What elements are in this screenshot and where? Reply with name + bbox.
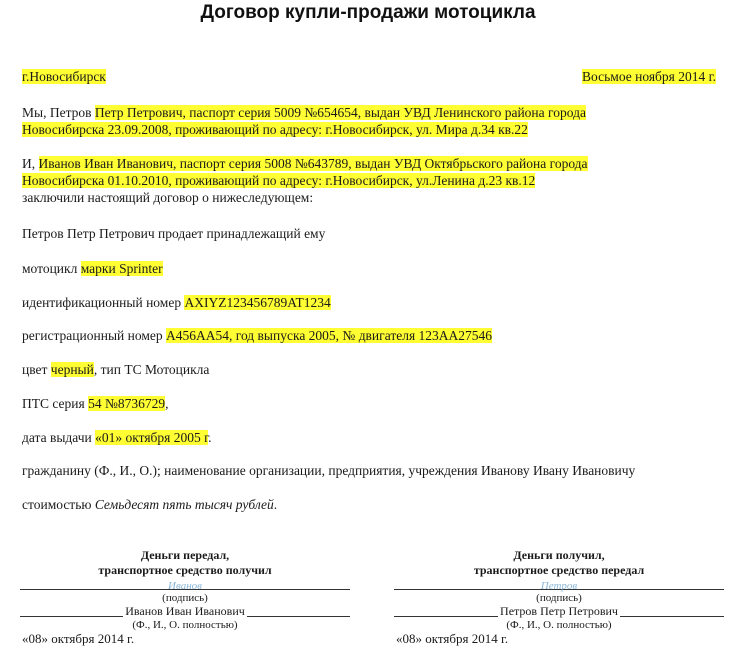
issue-line [22, 429, 212, 446]
pts-line [22, 395, 168, 412]
left-handwritten-signature: Иванов [168, 580, 202, 592]
buyer-details-2: Новосибирска 01.10.2010, проживающий по адресу: г.Новосибирск, ул.Ленина д.23 кв.12 [22, 173, 536, 188]
left-fio-caption: (Ф., И., О. полностью) [132, 619, 238, 631]
left-sign-caption: (подпись) [162, 592, 208, 604]
color-line [22, 361, 209, 378]
buyer-line-2 [22, 172, 535, 189]
document-title: Договор купли-продажи мотоцикла [200, 2, 536, 23]
pts-punct: , [165, 396, 169, 411]
reg-label: регистрационный номер [22, 328, 166, 343]
moto-brand: марки Sprinter [80, 261, 163, 276]
cost-punct: . [273, 497, 278, 512]
right-sign-date: «08» октября 2014 г. [396, 631, 509, 646]
cost-value: Семьдесят пять тысяч рублей [94, 497, 274, 512]
vin-label: идентификационный номер [22, 295, 185, 310]
right-sign-caption: (подпись) [536, 592, 582, 604]
left-sign-date: «08» октября 2014 г. [22, 631, 135, 646]
right-sign-line [394, 578, 724, 592]
seller-details-2: Новосибирска 23.09.2008, проживающий по адресу: г.Новосибирск, ул. Мира д.34 кв.22 [22, 122, 528, 137]
right-fio: Петров Петр Петрович [500, 604, 618, 618]
seller-line-2 [22, 121, 528, 138]
color-value: черный [50, 362, 94, 377]
issue-punct: . [208, 430, 212, 445]
sells-line: Петров Петр Петрович продает принадлежащий ему [22, 226, 326, 241]
right-handwritten-signature: Петров [540, 580, 578, 592]
city: г.Новосибирск [22, 69, 106, 84]
moto-label: мотоцикл [22, 261, 81, 276]
vin-value: AXIYZ123456789AT1234 [184, 295, 331, 310]
type-value: , тип ТС Мотоцикла [93, 362, 210, 377]
color-label: цвет [22, 362, 51, 377]
buyer-clause: гражданину (Ф., И., О.); наименование организации, предприятия, учреждения Иванову Ивану Ивановичу [22, 463, 636, 478]
cost-line [22, 496, 277, 513]
buyer-line-1 [22, 155, 588, 172]
city-line [22, 68, 106, 85]
issue-value: «01» октября 2005 г [95, 430, 209, 445]
left-sign-line [20, 578, 350, 592]
agreement-intro: заключили настоящий договор о нижеследующем: [22, 190, 314, 205]
left-head-1: Деньги передал, [140, 548, 230, 562]
reg-value: А456АА54, год выпуска 2005, № двигателя 123АА27546 [166, 328, 493, 343]
seller-prefix: Мы, Петров [22, 105, 95, 120]
vin-line [22, 294, 331, 311]
pts-value: 54 №8736729 [88, 396, 166, 411]
right-fio-line [394, 604, 724, 619]
date-line [582, 68, 716, 85]
moto-line [22, 260, 163, 277]
cost-label: стоимостью [22, 497, 95, 512]
left-fio: Иванов Иван Иванович [125, 604, 245, 618]
right-fio-caption: (Ф., И., О. полностью) [506, 619, 612, 631]
contract-date: Восьмое ноября 2014 г. [582, 69, 716, 84]
signature-block-right [394, 548, 724, 631]
reg-line [22, 327, 492, 344]
left-fio-line [20, 604, 350, 619]
signature-block-left [20, 548, 350, 631]
right-head-1: Деньги получил, [513, 548, 605, 562]
right-head-2: транспортное средство передал [473, 563, 645, 577]
buyer-prefix: И, [22, 156, 39, 171]
issue-label: дата выдачи [22, 430, 96, 445]
left-head-2: транспортное средство получил [98, 563, 272, 577]
seller-details-1: Петр Петрович, паспорт серия 5009 №654654, выдан УВД Ленинского района города [94, 105, 586, 120]
pts-label: ПТС серия [22, 396, 89, 411]
seller-line-1 [22, 104, 586, 121]
buyer-details-1: Иванов Иван Иванович, паспорт серия 5008 №643789, выдан УВД Октябрьского района города [38, 156, 588, 171]
